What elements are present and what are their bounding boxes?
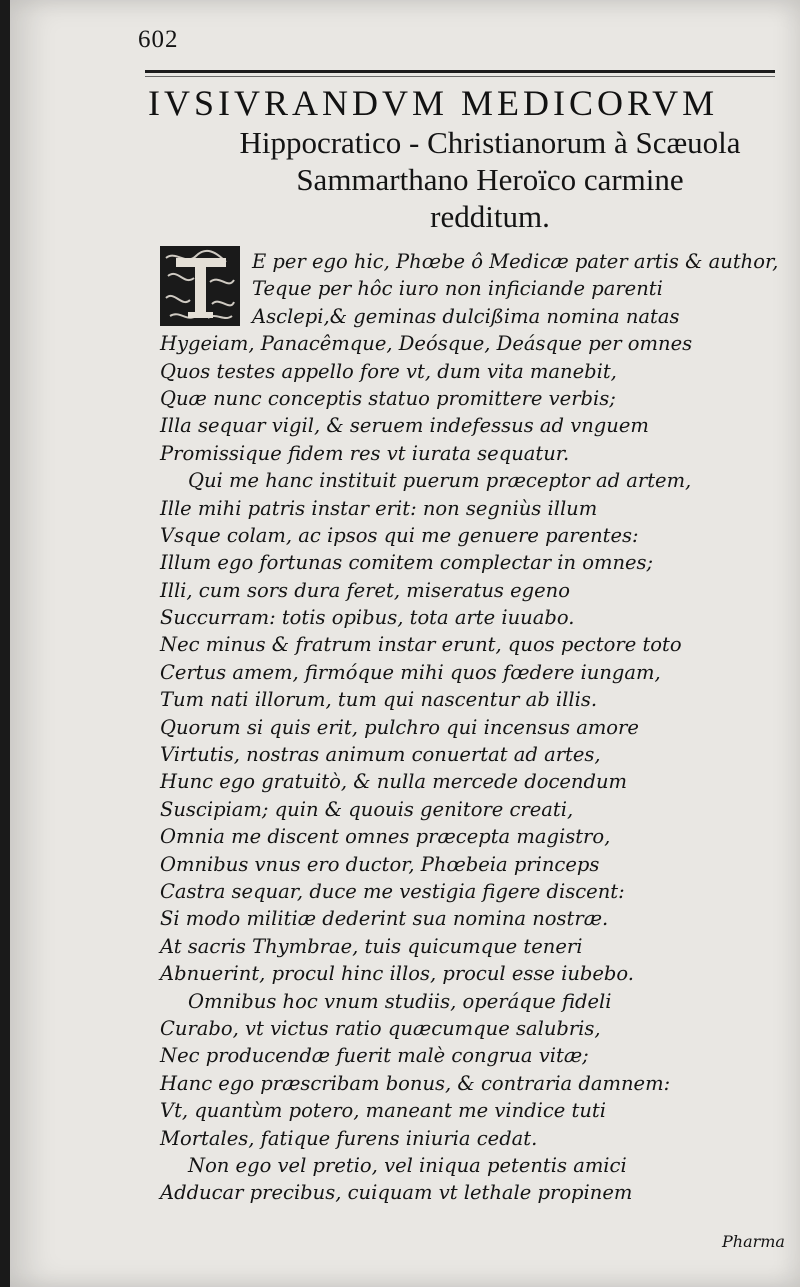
subtitle-line: redditum. (430, 199, 550, 234)
catchword: Pharma (722, 1232, 785, 1251)
poem-line: Illum ego fortunas comitem complectar in omnes; (160, 551, 654, 575)
poem-line: Virtutis, nostras animum conuertat ad artes, (160, 743, 601, 767)
poem-line: Asclepi,& geminas dulcißima nomina natas (252, 304, 680, 328)
header-rule-thin (145, 76, 775, 77)
poem-line: Nec producendæ fuerit malè congrua vitæ; (160, 1044, 589, 1068)
heading-title: IVSIVRANDVM MEDICORVM (148, 83, 719, 123)
poem-line: Hanc ego præscribam bonus, & contraria damnem: (160, 1071, 671, 1095)
poem-line: Quæ nunc conceptis statuo promittere verbis; (160, 386, 616, 410)
poem-line: Teque per hôc iuro non inficiande parenti (252, 277, 663, 301)
book-page (10, 0, 800, 1287)
heading-subtitle (210, 124, 770, 235)
poem-line: Omnia me discent omnes præcepta magistro, (160, 825, 611, 849)
poem-line: Hunc ego gratuitò, & nulla mercede docendum (160, 770, 628, 794)
poem-line: Qui me hanc instituit puerum præceptor ad artem, (188, 469, 692, 493)
poem-line: Quorum si quis erit, pulchro qui incensus amore (160, 715, 639, 739)
poem-line: Si modo militiæ dederint sua nomina nostræ. (160, 907, 609, 931)
poem-line: Ille mihi patris instar erit: non segniùs illum (160, 496, 598, 520)
poem-line: Abnuerint, procul hinc illos, procul esse iubebo. (160, 962, 635, 986)
poem-line: Vt, quantùm potero, maneant me vindice tuti (160, 1099, 607, 1123)
poem-line: Mortales, fatique furens iniuria cedat. (160, 1126, 538, 1150)
poem-line: Omnibus vnus ero ductor, Phœbeia princeps (160, 852, 600, 876)
poem-line: Omnibus hoc vnum studiis, operáque fideli (188, 989, 612, 1013)
subtitle-line: Sammarthano Heroïco carmine (296, 162, 684, 197)
poem-line: Promissique fidem res vt iurata sequatur. (160, 441, 570, 465)
poem-line: Hygeiam, Panacêmque, Deósque, Deásque per omnes (160, 332, 693, 356)
subtitle-line: Hippocratico - Christianorum à Scæuola (239, 125, 741, 160)
poem-line: Non ego vel pretio, vel iniqua petentis amici (188, 1153, 627, 1177)
poem-text (160, 248, 800, 1207)
poem-line: Vsque colam, ac ipsos qui me genuere parentes: (160, 523, 639, 547)
poem-line: Castra sequar, duce me vestigia figere discent: (160, 879, 625, 903)
poem-line: E per ego hic, Phœbe ô Medicæ pater artis & author, (252, 250, 779, 273)
poem-line: Succurram: totis opibus, tota arte iuuabo. (160, 606, 575, 630)
poem-line: Illa sequar vigil, & seruem indefessus ad vnguem (160, 414, 649, 438)
poem-line: Curabo, vt victus ratio quæcumque salubris, (160, 1016, 601, 1040)
poem-line: Tum nati illorum, tum qui nascentur ab illis. (160, 688, 598, 712)
poem-line: Illi, cum sors dura feret, miseratus egeno (160, 578, 570, 602)
poem-line: At sacris Thymbrae, tuis quicumque teneri (160, 934, 583, 958)
poem-line: Nec minus & fratrum instar erunt, quos pectore toto (160, 633, 682, 657)
header-rule (145, 70, 775, 73)
poem-line: Quos testes appello fore vt, dum vita manebit, (160, 359, 617, 383)
page-number: 602 (138, 26, 179, 53)
poem-line: Adducar precibus, cuiquam vt lethale propinem (160, 1181, 633, 1205)
poem-line: Certus amem, firmóque mihi quos fœdere iungam, (160, 660, 661, 684)
poem-line: Suscipiam; quin & quouis genitore creati, (160, 797, 574, 821)
